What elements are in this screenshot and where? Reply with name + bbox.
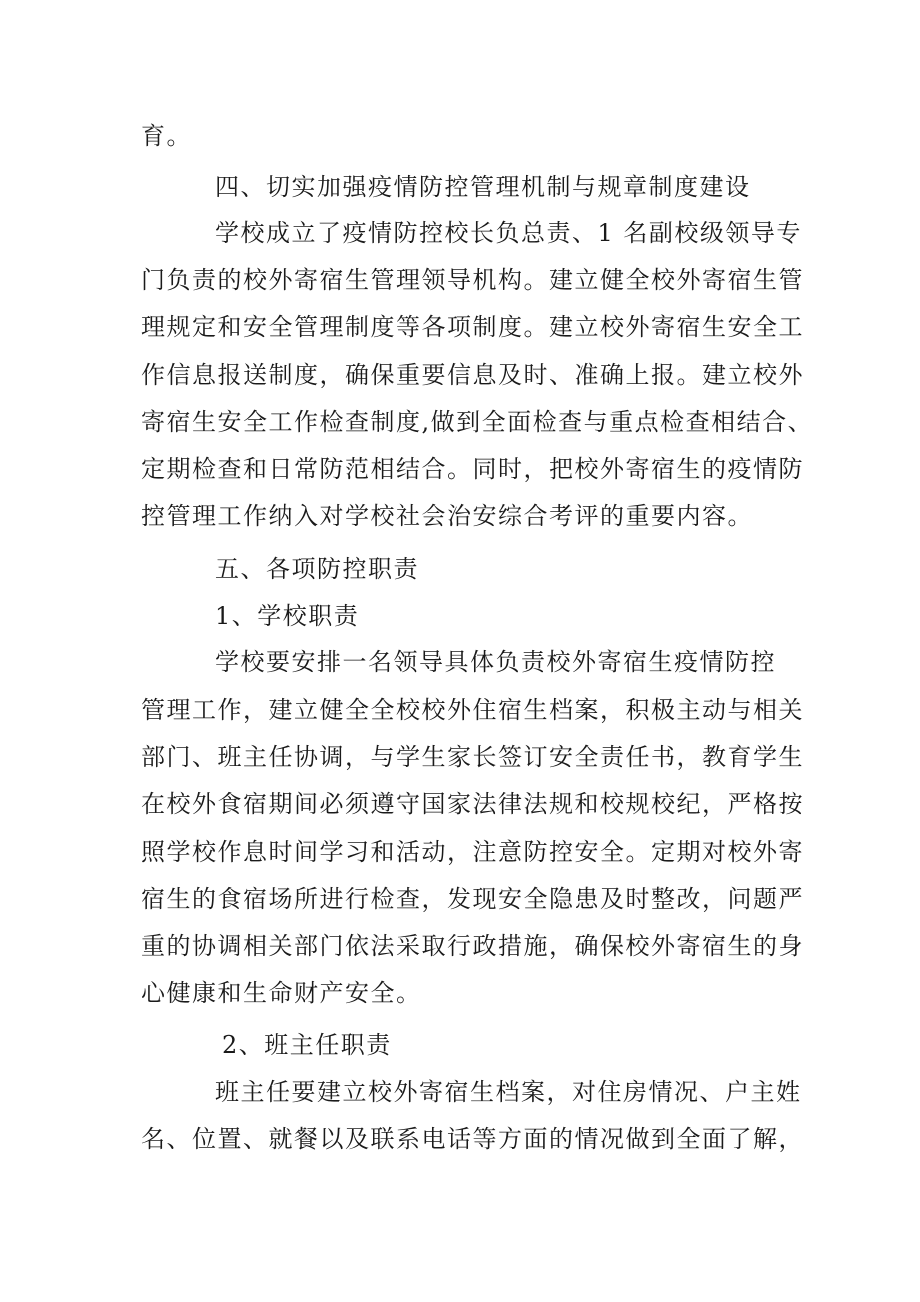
paragraph-line: 控管理工作纳入对学校社会治安综合考评的重要内容。 bbox=[141, 502, 753, 530]
paragraph-line: 名、位置、就餐以及联系电话等方面的情况做到全面了解， bbox=[141, 1125, 804, 1153]
paragraph-line: 宿生的食宿场所进行检查，发现安全隐患及时整改，问题严 bbox=[141, 885, 804, 913]
paragraph-line: 学校成立了疫情防控校长负总责、1 名副校级领导专 bbox=[215, 219, 802, 247]
paragraph-line: 育。 bbox=[141, 122, 192, 150]
paragraph-line: 心健康和生命财产安全。 bbox=[141, 979, 422, 1007]
paragraph-line: 寄宿生安全工作检查制度,做到全面检查与重点检查相结合、 bbox=[141, 408, 814, 436]
paragraph-line: 定期检查和日常防范相结合。同时，把校外寄宿生的疫情防 bbox=[141, 455, 804, 483]
paragraph-line: 作信息报送制度，确保重要信息及时、准确上报。建立校外 bbox=[141, 361, 804, 389]
paragraph-line: 重的协调相关部门依法采取行政措施，确保校外寄宿生的身 bbox=[141, 932, 804, 960]
subsection-heading-1: 1、学校职责 bbox=[215, 602, 360, 630]
paragraph-line: 照学校作息时间学习和活动，注意防控安全。定期对校外寄 bbox=[141, 838, 804, 866]
paragraph-line: 在校外食宿期间必须遵守国家法律法规和校规校纪，严格按 bbox=[141, 790, 804, 818]
paragraph-line: 班主任要建立校外寄宿生档案，对住房情况、户主姓 bbox=[215, 1078, 802, 1106]
paragraph-line: 理规定和安全管理制度等各项制度。建立校外寄宿生安全工 bbox=[141, 313, 804, 341]
paragraph-line: 门负责的校外寄宿生管理领导机构。建立健全校外寄宿生管 bbox=[141, 266, 804, 294]
section-heading-4: 四、切实加强疫情防控管理机制与规章制度建设 bbox=[215, 173, 751, 201]
paragraph-line: 部门、班主任协调，与学生家长签订安全责任书，教育学生 bbox=[141, 743, 804, 771]
paragraph-line: 学校要安排一名领导具体负责校外寄宿生疫情防控 bbox=[215, 648, 776, 676]
paragraph-line: 管理工作，建立健全全校校外住宿生档案，积极主动与相关 bbox=[141, 696, 804, 724]
section-heading-5: 五、各项防控职责 bbox=[215, 555, 419, 583]
subsection-heading-2: 2、班主任职责 bbox=[222, 1031, 392, 1059]
